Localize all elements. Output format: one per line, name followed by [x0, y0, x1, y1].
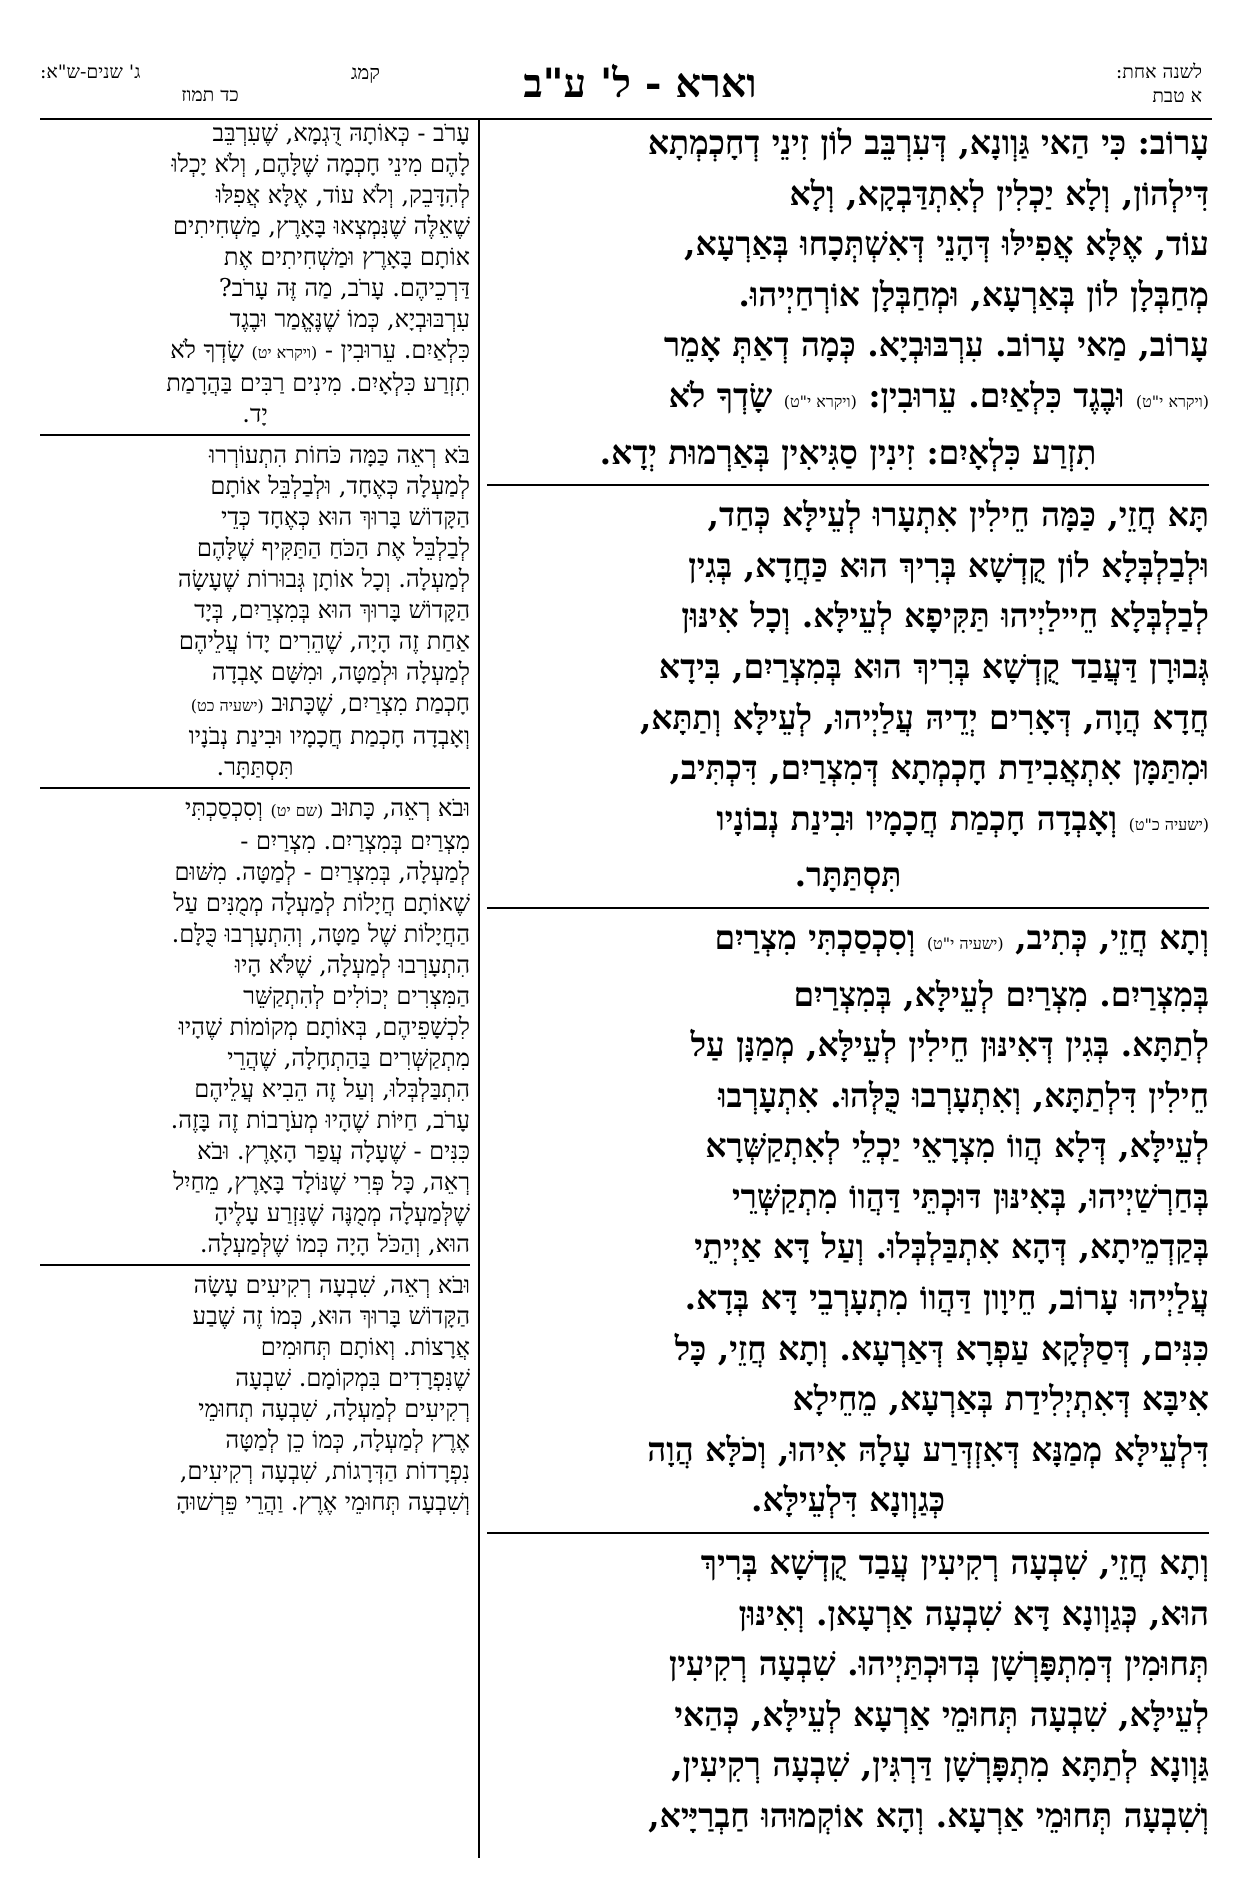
side-line [40, 688, 470, 721]
main-line: בְּמִצְרַיִם. מִצְרַיִם לְעֵילָּא, בְּמִצְרַיִם [793, 974, 1209, 1014]
side-line: הַחֲיָלוֹת שֶׁל מַטָּה, וְהִתְעָרְבוּ כֻּלָּם. [171, 920, 470, 948]
side-line: וּבֹא רְאֵה, שִׁבְעָה רְקִיעִים עָשָׂה [193, 1271, 470, 1299]
page-title: וארא - ל' ע"ב [523, 60, 757, 107]
side-line [40, 335, 470, 368]
main-line: חֲדָא הֲוָה, דְּאָרִים יְדֵיהּ עֲלַיְיהוּ, לְעֵילָּא וְתַתָּא, [639, 697, 1209, 737]
side-line: עִרְבּוּבְיָא, כְּמוֹ שֶׁנֶּאֱמַר וּבֶגֶד [229, 305, 470, 333]
date-right: א טבת [1152, 85, 1202, 107]
side-line: עָרֹב, חַיּוֹת שֶׁהָיוּ מְעֹרָבוֹת זֶה בָּזֶה. [170, 1106, 470, 1134]
side-line: אֲרָצוֹת. וְאוֹתָם תְּחוּמִים [260, 1333, 470, 1361]
side-line: הַקָּדוֹשׁ בָּרוּךְ הוּא כְּאֶחָד כְּדֵי [221, 503, 470, 531]
verse-reference: (שם יט) [270, 801, 324, 820]
column-divider [478, 118, 480, 1858]
side-line: שֶׁאוֹתָם חֲיָלוֹת לְמַעְלָה מְמֻנִּים עַל [173, 889, 470, 917]
main-line: כִּנִּים, דְּסַלְּקָא עַפְרָא דְּאַרְעָא. וְתָא חֲזֵי, כָּל [674, 1328, 1209, 1368]
side-text: שָׂדְךָ לֹא [170, 336, 244, 364]
section-separator [487, 907, 1209, 909]
main-text: וְתָא חֲזֵי, כְּתִיב, [1015, 917, 1209, 957]
side-line: הִתְבַּלְבְּלוּ, וְעַל זֶה הֵבִיא עֲלֵיהֶם [194, 1075, 470, 1103]
side-text: וּבֹא רְאֵה, כָּתוּב [330, 794, 470, 822]
side-line: אַחַת זֶה הָיָה, שֶׁהֵרִים יָדוֹ עֲלֵיהֶם [178, 627, 470, 655]
study-cycle: לשנה אחת: [1115, 61, 1202, 83]
side-line: שֶׁנִּפְרָדִים בִּמְקוֹמָם. שִׁבְעָה [235, 1364, 470, 1392]
main-line: לְעֵילָּא, דְּלָא הֲווֹ מִצְרָאֵי יַכְלֵי לְאִתְקַשְּׁרָא [705, 1126, 1209, 1166]
main-line: וּמִתַּמָּן אִתְאֲבִידַת חָכְמְתָא דְּמִצְרַיִם, דִּכְתִּיב, [669, 748, 1209, 788]
main-text: וּבֶגֶד כִּלְאַיִם. עֵרוּבִין: [868, 375, 1125, 415]
side-line: הַמִּצְרִים יְכוֹלִים לְהִתְקַשֵּׁר [243, 982, 470, 1010]
side-text: חָכְמַת מִצְרַיִם, שֶׁכָּתוּב [271, 689, 470, 717]
main-line: גְּבוּרָן דַּעֲבַד קֻדְשָׁא בְּרִיךְ הוּא בְּמִצְרַיִם, בִּידָא [658, 646, 1209, 686]
side-line: לָהֶם מִינֵי חָכְמָה שֶׁלָּהֶם, וְלֹא יָכְלוּ [171, 150, 470, 178]
verse-reference: (ישעיה י"ט) [926, 933, 1004, 953]
side-line: לְבַלְבֵּל אֶת הַכֹּחַ הַתַּקִּיף שֶׁלָּהֶם [196, 534, 470, 562]
side-line: הַקָּדוֹשׁ בָּרוּךְ הוּא בְּמִצְרַיִם, בְּיָד [194, 596, 470, 624]
main-text: שָׂדְךָ לֹא [668, 375, 773, 415]
side-line [40, 793, 470, 826]
side-line: עָרֹב - כְּאוֹתָהּ דֻּגְמָא, שֶׁעִרְבֵּב [212, 119, 470, 147]
side-line: בֹּא רְאֵה כַּמָּה כֹּחוֹת הִתְעוֹרְרוּ [209, 441, 470, 469]
date-left: כד תמוז [181, 84, 239, 106]
header-left [40, 60, 380, 106]
side-line: כִּנִּים - שֶׁעָלָה עֲפַר הָאָרֶץ. וּבֹא [197, 1137, 470, 1165]
main-line: בְּחַרְשַׁיְיהוּ, בְּאִינּוּן דּוּכְתֵּי דַּהֲווֹ מִתְקַשְּׁרֵי [731, 1176, 1209, 1216]
main-line: חֵילִין דִּלְתַתָּא, וְאִתְעָרְבוּ כֻּלְּהוּ. אִתְעָרְבוּ [718, 1075, 1209, 1115]
main-line: עוֹד, אֶלָּא אֲפִילּוּ דְּהָנֵי דְּאִשְׁתְּכָחוּ בְּאַרְעָא, [684, 224, 1209, 264]
side-line: תִּסְתַּתָּר. [216, 753, 294, 781]
main-line: וְתָא חֲזֵי, שִׁבְעָה רְקִיעִין עֲבַד קֻדְשָׁא בְּרִיךְ [700, 1543, 1209, 1583]
side-line: דַּרְכֵיהֶם. עָרֹב, מַה זֶּה עָרֹב? [218, 274, 470, 302]
verse-reference: (ישעיה כ"ט) [1128, 814, 1209, 834]
main-line: מְחַבְּלָן לוֹן בְּאַרְעָא, וּמְחַבְּלָן אוֹרְחַיְיהוּ. [738, 274, 1209, 314]
side-line: וְאָבְדָה חָכְמַת חֲכָמָיו וּבִינַת נְבֹנָיו [188, 722, 470, 750]
side-line: וְשִׁבְעָה תְּחוּמֵי אֶרֶץ. וַהֲרֵי פֵּרְשׁוּהָ [176, 1488, 470, 1516]
side-line: לְמַעְלָה כְּאֶחָד, וּלְבַלְבֵּל אוֹתָם [210, 472, 470, 500]
main-line [487, 794, 1209, 851]
side-line: אוֹתָם בָּאָרֶץ וּמַשְׁחִיתִים אֶת [223, 243, 470, 271]
main-line: תִזְרַע כִּלְאָיִם: זִינִין סַגִּיאִין בְּאַרְמוּת יְדָא. [599, 432, 1097, 472]
side-line: אֶרֶץ לְמַעְלָה, כְּמוֹ כֵן לְמַטָּה [225, 1426, 470, 1454]
page-header [40, 58, 1212, 118]
side-line: לִכְשָׁפֵיהֶם, בְּאוֹתָם מְקוֹמוֹת שֶׁהָיוּ [178, 1013, 470, 1041]
verse-reference: (ויקרא י"ט) [783, 391, 857, 411]
section-separator [487, 1532, 1209, 1534]
main-line: כְּגַוְונָא דִּלְעֵילָּא. [750, 1480, 946, 1520]
main-line: וּלְבַלְבְּלָא לוֹן קֻדְשָׁא בְּרִיךְ הוּא כַּחֲדָא, בְּגִין [688, 545, 1209, 585]
main-line [487, 371, 1209, 428]
page-number: קמג [350, 60, 380, 84]
side-line: מִצְרַיִם בְּמִצְרַיִם. מִצְרַיִם - [240, 827, 470, 855]
main-line: בְּקַדְמֵיתָא, דְּהָא אִתְבַּלְבְּלוּ. וְעַל דָּא אַיְיתֵי [694, 1227, 1209, 1267]
section-separator [487, 484, 1209, 486]
main-line: אִיבָּא דְּאִתְיְלִידַת בְּאַרְעָא, מֵחֵילָא [792, 1379, 1209, 1419]
header-right [982, 60, 1202, 108]
side-line: לְהִדָּבֵק, וְלֹא עוֹד, אֶלָּא אֲפִלּוּ [215, 181, 470, 209]
main-text-column [487, 118, 1209, 1858]
section-separator [40, 434, 470, 436]
main-line: הוּא, כְּגַוְונָא דָּא שִׁבְעָה אַרְעָאן. וְאִינּוּן [738, 1593, 1209, 1633]
main-line: דִּילְהוֹן, וְלָא יַכְלִין לְאִתְדַּבְקָא, וְלָא [789, 173, 1209, 213]
main-line: תָּא חֲזֵי, כַּמָּה חֵילִין אִתְעָרוּ לְעֵילָּא כְּחַד, [707, 495, 1209, 535]
main-line: דִּלְעֵילָּא מְמַנָּא דְּאִזְדְּרַע עָלָהּ אִיהוּ, וְכֹלָּא הֲוָה [647, 1429, 1209, 1469]
side-text: כִּלְאַיִם. עֵרוּבִין - [324, 336, 470, 364]
verse-reference: (ויקרא י"ט) [1135, 391, 1209, 411]
side-line: לְמַעְלָה, בְּמִצְרַיִם - לְמַטָּה. מִשּׁוּם [174, 858, 470, 886]
side-line: מִתְקַשְּׁרִים בַּהַתְחָלָה, שֶׁהֲרֵי [227, 1044, 470, 1072]
side-line: הַקָּדוֹשׁ בָּרוּךְ הוּא, כְּמוֹ זֶה שֶׁבַע [192, 1302, 470, 1330]
study-schedule: ג' שנים-ש"א: [40, 61, 141, 83]
main-text: וְאָבְדָה חָכְמַת חֲכָמָיו וּבִינַת נְבוֹנָיו [716, 798, 1118, 838]
main-line [487, 913, 1209, 970]
side-line: רְקִיעִים לְמַעְלָה, שִׁבְעָה תְחוּמֵי [198, 1395, 470, 1423]
main-line: עָרוֹב: כִּי הַאי גַּוְונָא, דְּעִרְבֵּב לוֹן זִינֵי דְחָכְמְתָא [647, 123, 1209, 162]
main-line: עֲלַיְיהוּ עָרוֹב, חֵיוָון דַּהֲווֹ מִתְעָרְבֵי דָּא בְּדָא. [684, 1278, 1209, 1318]
section-separator [40, 1264, 470, 1266]
side-line: לְמַעְלָה וּלְמַטָּה, וּמִשָּׁם אָבְדָה [211, 658, 470, 686]
side-line: לְמַעְלָה. וְכָל אוֹתָן גְּבוּרוֹת שֶׁעָשָׂה [177, 565, 470, 593]
side-line: הוּא, וְהַכֹּל הָיָה כְּמוֹ שֶׁלְּמַעְלָה. [199, 1230, 470, 1258]
side-line: שֶׁלְּמַעְלָה מְמֻנֶּה שֶׁנִּזְרַע עָלֶיהָ [214, 1199, 470, 1227]
side-line: רְאֵה, כָּל פְּרִי שֶׁנּוֹלָד בָּאָרֶץ, מֵחַיִל [173, 1168, 470, 1196]
section-separator [40, 787, 470, 789]
main-line: לְבַלְבְּלָא חֵיילַיְיהוּ תַּקִּיפָא לְעֵילָּא. וְכָל אִינּוּן [681, 596, 1209, 636]
main-line: לְעֵילָּא, שִׁבְעָה תְּחוּמֵי אַרְעָא לְעֵילָּא, כְּהַאי [674, 1694, 1209, 1734]
verse-reference: (ישעיה כט) [190, 696, 264, 715]
side-line: שֶׁאֵלֶּה שֶׁנִּמְצְאוּ בָּאָרֶץ, מַשְׁחִיתִים [173, 212, 470, 240]
verse-reference: (ויקרא יט) [251, 343, 318, 362]
main-line: תִּסְתַּתָּר. [794, 855, 902, 895]
main-line: גַּוְונָא לְתַתָּא מִתְפָּרְשָׁן דַּרְגִּין, שִׁבְעָה רְקִיעִין, [671, 1745, 1209, 1785]
main-line: וְשִׁבְעָה תְּחוּמֵי אַרְעָא. וְהָא אוֹקְמוּהוּ חַבְרַיָּיא, [648, 1796, 1209, 1835]
side-line: תִזְרַע כִּלְאָיִם. מִינִים רַבִּים בַּהֲרָמַת [166, 369, 470, 397]
side-line: נִפְרָדוֹת הַדְּרָגוֹת, שִׁבְעָה רְקִיעִים, [179, 1457, 470, 1485]
translation-column [40, 118, 470, 1858]
main-text: וְסִכְסַכְתִּי מִצְרַיִם [714, 917, 916, 957]
main-line: לְתַתָּא. בְּגִין דְּאִינּוּן חֵילִין לְעֵילָּא, מְמַנָּן עַל [690, 1025, 1209, 1065]
side-line: יָד. [242, 400, 268, 428]
main-line: תְּחוּמִין דְּמִתְפָּרְשָׁן בְּדוּכְתַּיְיהוּ. שִׁבְעָה רְקִיעִין [668, 1644, 1209, 1684]
side-line: הִתְעָרְבוּ לְמַעְלָה, שֶׁלֹּא הָיוּ [235, 951, 470, 979]
main-line: עָרוֹב, מַאי עָרוֹב. עִרְבּוּבְיָא. כְּמָה דְאַתְּ אָמֵר [663, 325, 1209, 365]
side-text: וְסִכְסַכְתִּי [185, 794, 263, 822]
